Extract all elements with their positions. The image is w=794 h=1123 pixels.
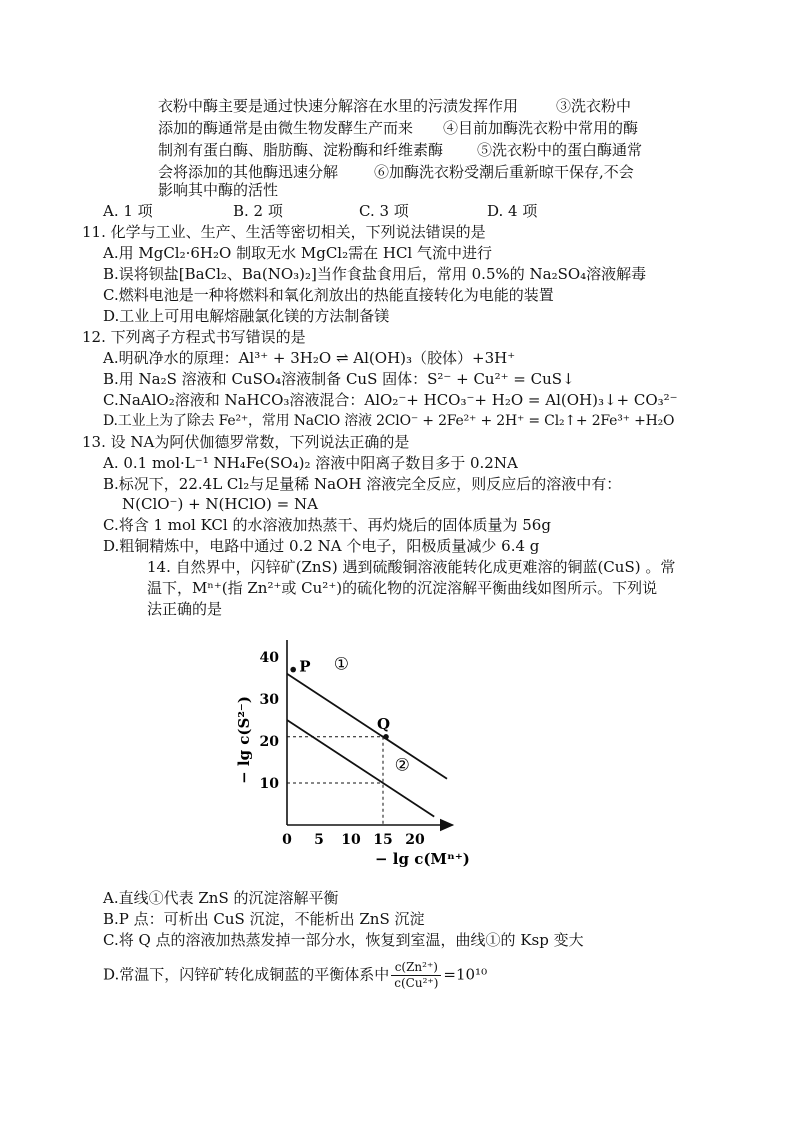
q11-option-d[interactable]: D.工业上可用电解熔融氯化镁的方法制备镁: [103, 307, 390, 325]
y-tick-label: 30: [259, 692, 279, 708]
q13-option-d[interactable]: D.粗铜精炼中，电路中通过 0.2 NA 个电子，阳极质量减少 6.4 g: [103, 537, 540, 555]
x-axis-label: − lg c(Mⁿ⁺): [375, 850, 470, 868]
ratio-value: =10¹⁰: [443, 965, 488, 984]
y-tick-label: 10: [259, 776, 279, 792]
q11-stem: 11. 化学与工业、生产、生活等密切相关，下列说法错误的是: [82, 223, 486, 241]
y-axis-label: − lg c(S²⁻): [235, 696, 253, 784]
q10-text-1: 衣粉中酶主要是通过快速分解溶在水里的污渍发挥作用: [158, 97, 519, 115]
q12-option-b[interactable]: B.用 Na₂S 溶液和 CuSO₄溶液制备 CuS 固体：S²⁻ + Cu²⁺ = CuS↓: [103, 370, 575, 388]
q13-option-a[interactable]: A. 0.1 mol·L⁻¹ NH₄Fe(SO₄)₂ 溶液中阳离子数目多于 0.2NA: [103, 454, 518, 472]
series-line-1: [287, 674, 447, 779]
x-tick-label: 15: [373, 832, 393, 848]
q10-option-a[interactable]: A. 1 项: [103, 202, 153, 220]
q12-option-d[interactable]: D.工业上为了除去 Fe²⁺，常用 NaClO 溶液 2ClO⁻ + 2Fe²⁺ + 2H⁺ = Cl₂↑+ 2Fe³⁺ +H₂O: [103, 413, 675, 429]
q11-option-b[interactable]: B.误将钡盐[BaCl₂、Ba(NO₃)₂]当作食盐食用后，常用 0.5%的 Na₂SO₄溶液解毒: [103, 265, 647, 283]
q12-option-c[interactable]: C.NaAlO₂溶液和 NaHCO₃溶液混合：AlO₂⁻+ HCO₃⁻+ H₂O = Al(OH)₃↓+ CO₃²⁻: [103, 391, 678, 409]
q14-option-b[interactable]: B.P 点：可析出 CuS 沉淀，不能析出 ZnS 沉淀: [103, 910, 425, 928]
solubility-chart: [225, 640, 505, 880]
q14-stem-line-3: 法正确的是: [147, 600, 223, 618]
q10-line-3: [158, 140, 642, 161]
q13-option-b[interactable]: B.标况下，22.4L Cl₂与足量稀 NaOH 溶液完全反应，则反应后的溶液中有：: [103, 475, 622, 493]
ratio-denominator: c(Cu²⁺): [394, 976, 439, 990]
series-label-1: ①: [333, 654, 350, 675]
q14-stem-line-2: 温下，Mⁿ⁺(指 Zn²⁺或 Cu²⁺)的硫化物的沉淀溶解平衡曲线如图所示。下列说: [147, 579, 658, 597]
ratio-numerator: c(Zn²⁺): [391, 960, 441, 976]
q12-stem: 12. 下列离子方程式书写错误的是: [82, 328, 306, 346]
point-label-p: P: [299, 657, 311, 676]
q10-text-4: 会将添加的其他酶迅速分解: [158, 163, 339, 181]
x-tick-label: 10: [341, 832, 361, 848]
q13-option-c[interactable]: C.将含 1 mol KCl 的水溶液加热蒸干、再灼烧后的固体质量为 56g: [103, 516, 551, 534]
q10-line-5: [158, 180, 278, 201]
q10-choices: [103, 201, 537, 222]
q14-stem-line-1: 14. 自然界中，闪锌矿(ZnS) 遇到硫酸铜溶液能转化成更难溶的铜蓝(CuS) 。常: [147, 558, 676, 576]
q14-option-c[interactable]: C.将 Q 点的溶液加热蒸发掉一部分水，恢复到室温，曲线①的 Ksp 变大: [103, 931, 584, 949]
q14-option-d[interactable]: [103, 960, 487, 991]
q14-option-a[interactable]: A.直线①代表 ZnS 的沉淀溶解平衡: [103, 889, 339, 907]
q12-option-a[interactable]: A.明矾净水的原理：Al³⁺ + 3H₂O ⇌ Al(OH)₃（胶体）+3H⁺: [103, 349, 516, 367]
q10-line-1: [158, 96, 631, 117]
q13-option-b-formula: N(ClO⁻) + N(HClO) = NA: [122, 495, 318, 513]
q13-stem: 13. 设 NA为阿伏伽德罗常数，下列说法正确的是: [82, 433, 410, 451]
point-p: [290, 667, 296, 673]
x-tick-label: 20: [405, 832, 425, 848]
q10-statement-4: ④目前加酶洗衣粉中常用的酶: [443, 119, 639, 137]
series-line-2: [287, 720, 434, 817]
q14-option-d-text: D.常温下，闪锌矿转化成铜蓝的平衡体系中: [103, 965, 390, 984]
point-q: [383, 734, 389, 740]
y-tick-label: 20: [259, 734, 279, 750]
point-label-q: Q: [377, 714, 391, 733]
q10-option-d[interactable]: D. 4 项: [487, 202, 538, 220]
q11-option-a[interactable]: A.用 MgCl₂·6H₂O 制取无水 MgCl₂需在 HCl 气流中进行: [103, 244, 492, 262]
q10-text-2: 添加的酶通常是由微生物发酵生产而来: [158, 119, 414, 137]
concentration-ratio: [391, 960, 441, 991]
q10-statement-6: ⑥加酶洗衣粉受潮后重新晾干保存,不会: [374, 163, 634, 181]
q10-text-3: 制剂有蛋白酶、脂肪酶、淀粉酶和纤维素酶: [158, 141, 444, 159]
q10-statement-3: ③洗衣粉中: [556, 97, 632, 115]
q10-statement-5: ⑤洗衣粉中的蛋白酶通常: [477, 141, 643, 159]
series-label-2: ②: [394, 755, 410, 776]
y-tick-label: 40: [259, 650, 279, 666]
q10-option-c[interactable]: C. 3 项: [359, 202, 409, 220]
x-tick-label: 5: [314, 832, 324, 848]
q11-option-c[interactable]: C.燃料电池是一种将燃料和氧化剂放出的热能直接转化为电能的装置: [103, 286, 554, 304]
q10-line-2: [158, 118, 638, 139]
q10-option-b[interactable]: B. 2 项: [233, 202, 283, 220]
x-tick-label: 0: [282, 832, 292, 848]
q10-text-5: 影响其中酶的活性: [158, 181, 279, 199]
